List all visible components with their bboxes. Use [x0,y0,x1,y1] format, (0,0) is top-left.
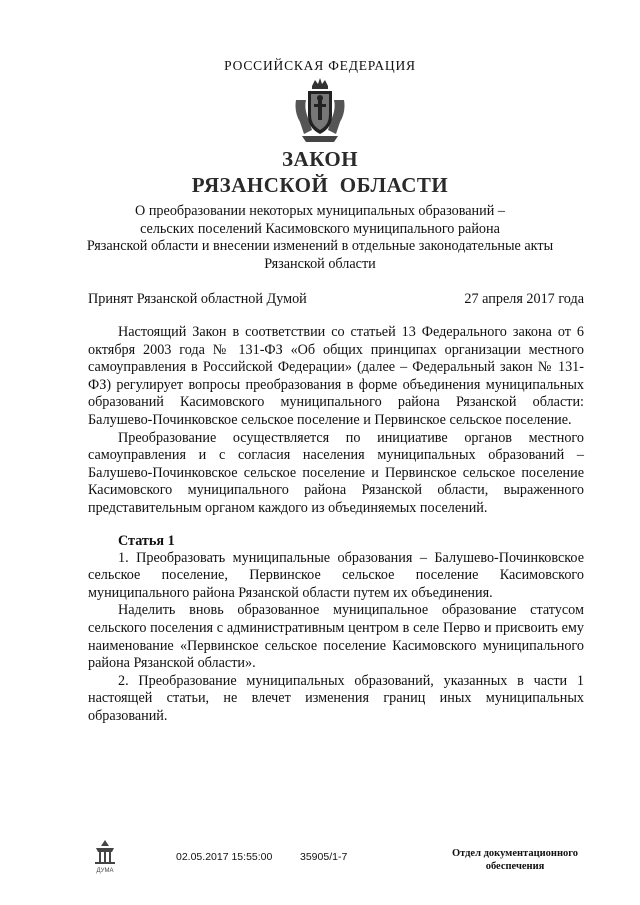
adoption-date: 27 апреля 2017 года [464,291,584,307]
article-paragraph: 2. Преобразование муниципальных образований, указанных в части 1 настоящей статьи, не влечет изменения границ иных муниципальных образований. [88,672,584,724]
law-title-line2: РЯЗАНСКОЙ ОБЛАСТИ [191,173,449,197]
law-title-line1: ЗАКОН [281,147,359,171]
department-line: Отдел документационного [451,848,579,859]
law-subject [70,203,570,273]
preamble-paragraph: Преобразование осуществляется по инициативе органов местного самоуправления и с согласия населения муниципальных образований – Балушево-Починковское сельское поселение и Первинское сельское поселение Касимовского муниципального района Рязанской области, выраженного представительным органом каждого из объединяемых поселений. [88,429,584,516]
department-line: обеспечения [485,861,545,872]
article-title: Статья 1 [118,532,175,549]
country-heading: РОССИЙСКАЯ ФЕДЕРАЦИЯ [224,58,416,73]
subject-line: Рязанской области и внесении изменений в отдельные законодательные акты [86,238,554,255]
subject-line: О преобразовании некоторых муниципальных образований – [135,203,505,219]
duma-logo-icon [90,838,120,878]
preamble-paragraph: Настоящий Закон в соответствии со статьей 13 Федерального закона от 6 октября 2003 года № 131-ФЗ «Об общих принципах организации местного самоуправления в Российской Федерации» (далее – Федеральный закон № 131-ФЗ) регулирует вопросы преобразования в форме объединения муниципальных образований Касимовского муниципального района Рязанской области: Балушево-Починковское сельское поселение и Первинское сельское поселение. [88,324,584,428]
coat-of-arms-icon [290,78,350,144]
article-paragraph: Наделить вновь образованное муниципальное образование статусом сельского поселения с административным центром в селе Перво и присвоить ему наименование «Первинское сельское поселение Касимовского муниципального района Рязанской области». [88,602,584,672]
registration-timestamp: 02.05.2017 15:55:00 [176,851,273,863]
article-paragraph: 1. Преобразовать муниципальные образования – Балушево-Починковское сельское поселение, Первинское сельское поселение Касимовского муниципального района Рязанской области путем их объединения. [88,549,584,601]
law-title [0,146,640,198]
subject-line: сельских поселений Касимовского муниципального района [140,220,500,237]
adopted-by: Принят Рязанской областной Думой [88,291,307,307]
law-body [88,324,584,725]
department-stamp [430,847,600,873]
subject-line: Рязанской области [264,255,376,272]
duma-logo-text: ДУМА [96,868,114,874]
document-number: 35905/1-7 [300,851,348,863]
